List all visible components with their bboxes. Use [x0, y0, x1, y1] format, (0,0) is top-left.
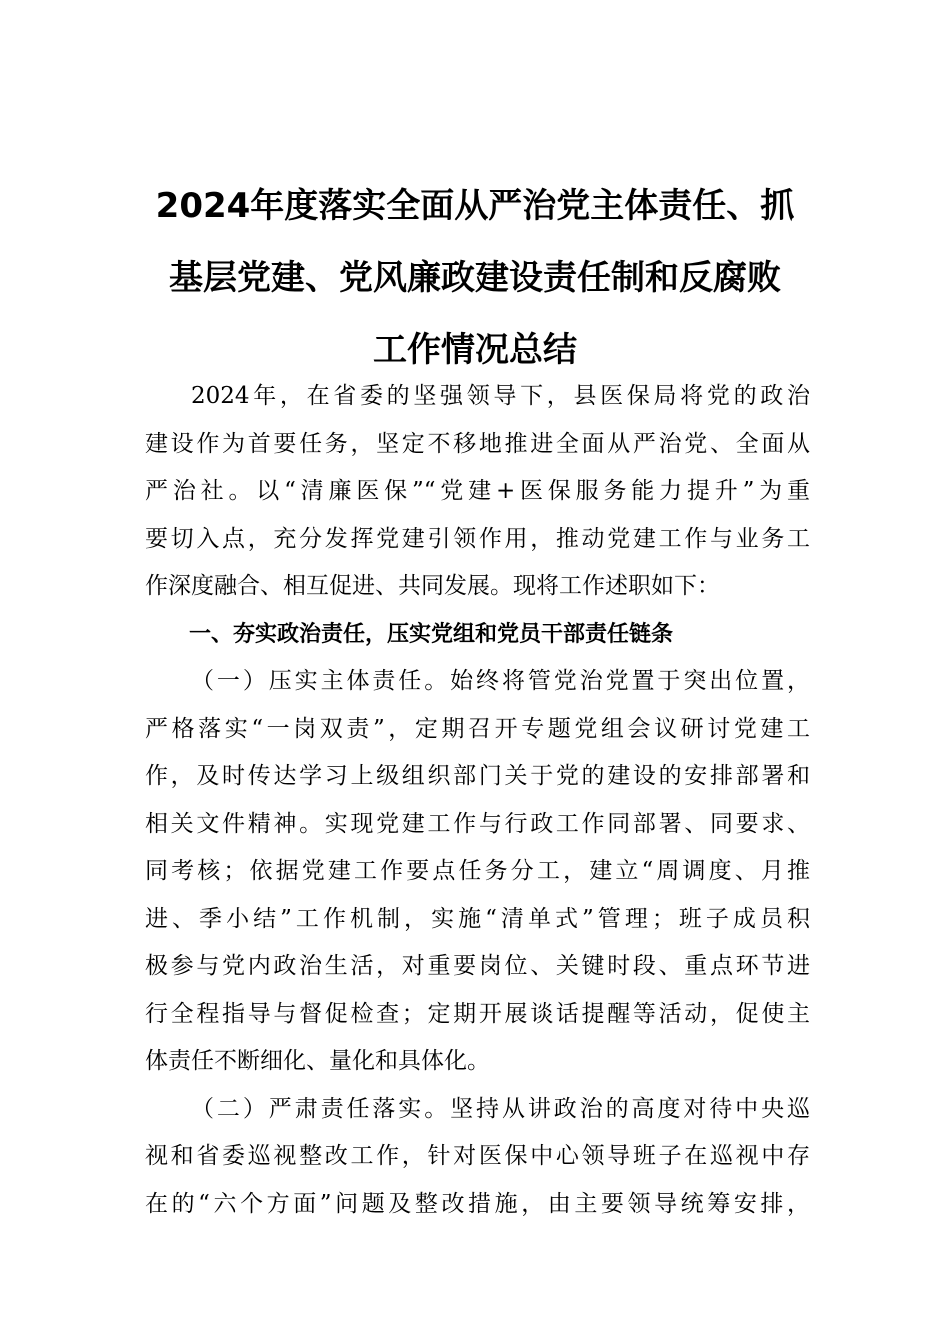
- text-line: 体责任不断细化、量化和具体化。: [145, 1048, 490, 1074]
- text-line: 视和省委巡视整改工作，针对医保中心领导班子在巡视中存: [145, 1143, 810, 1169]
- paragraph-1-2-cont: [145, 1133, 810, 1228]
- document-body: [145, 373, 810, 1228]
- text-line: 相关文件精神。实现党建工作与行政工作同部署、同要求、: [145, 810, 810, 837]
- paragraph-1-1: [145, 658, 810, 706]
- title-line: 基层党建、党风廉政建设责任制和反腐败: [169, 258, 781, 298]
- text-line: 极参与党内政治生活，对重要岗位、关键时段、重点环节进: [145, 953, 810, 979]
- text-line: 严治社。以“清廉医保”“党建+医保服务能力提升”为重: [145, 478, 810, 504]
- text-line: 作深度融合、相互促进、共同发展。现将工作述职如下：: [145, 573, 720, 599]
- document-title: [140, 170, 810, 386]
- text-line: （一）压实主体责任。始终将管党治党置于突出位置，: [191, 668, 810, 694]
- text-line: 作，及时传达学习上级组织部门关于党的建设的安排部署和: [145, 763, 810, 789]
- text-line: 同考核；依据党建工作要点任务分工，建立“周调度、月推: [145, 858, 810, 884]
- text-line: （二）严肃责任落实。坚持从讲政治的高度对待中央巡: [191, 1095, 810, 1122]
- text-line: 进、季小结”工作机制，实施“清单式”管理；班子成员积: [145, 905, 810, 932]
- text-line: 要切入点，充分发挥党建引领作用，推动党建工作与业务工: [145, 525, 810, 552]
- paragraph-1-1-cont: [145, 706, 810, 1086]
- heading-line: 一、夯实政治责任，压实党组和党员干部责任链条: [189, 621, 674, 647]
- text-line: 严格落实“一岗双责”，定期召开专题党组会议研讨党建工: [145, 715, 810, 742]
- intro-paragraph-cont: [145, 421, 810, 611]
- text-line: 在的“六个方面”问题及整改措施，由主要领导统筹安排，: [145, 1190, 810, 1217]
- text-line: 行全程指导与督促检查；定期开展谈话提醒等活动，促使主: [145, 1000, 810, 1027]
- title-line: 2024年度落实全面从严治党主体责任、抓: [155, 186, 795, 226]
- text-line: 建设作为首要任务，坚定不移地推进全面从严治党、全面从: [145, 430, 810, 457]
- intro-paragraph: [145, 373, 810, 421]
- text-line: 2024年，在省委的坚强领导下，县医保局将党的政治: [191, 383, 810, 409]
- title-line: 工作情况总结: [373, 330, 577, 370]
- section-heading-1: [145, 611, 810, 659]
- paragraph-1-2: [145, 1086, 810, 1134]
